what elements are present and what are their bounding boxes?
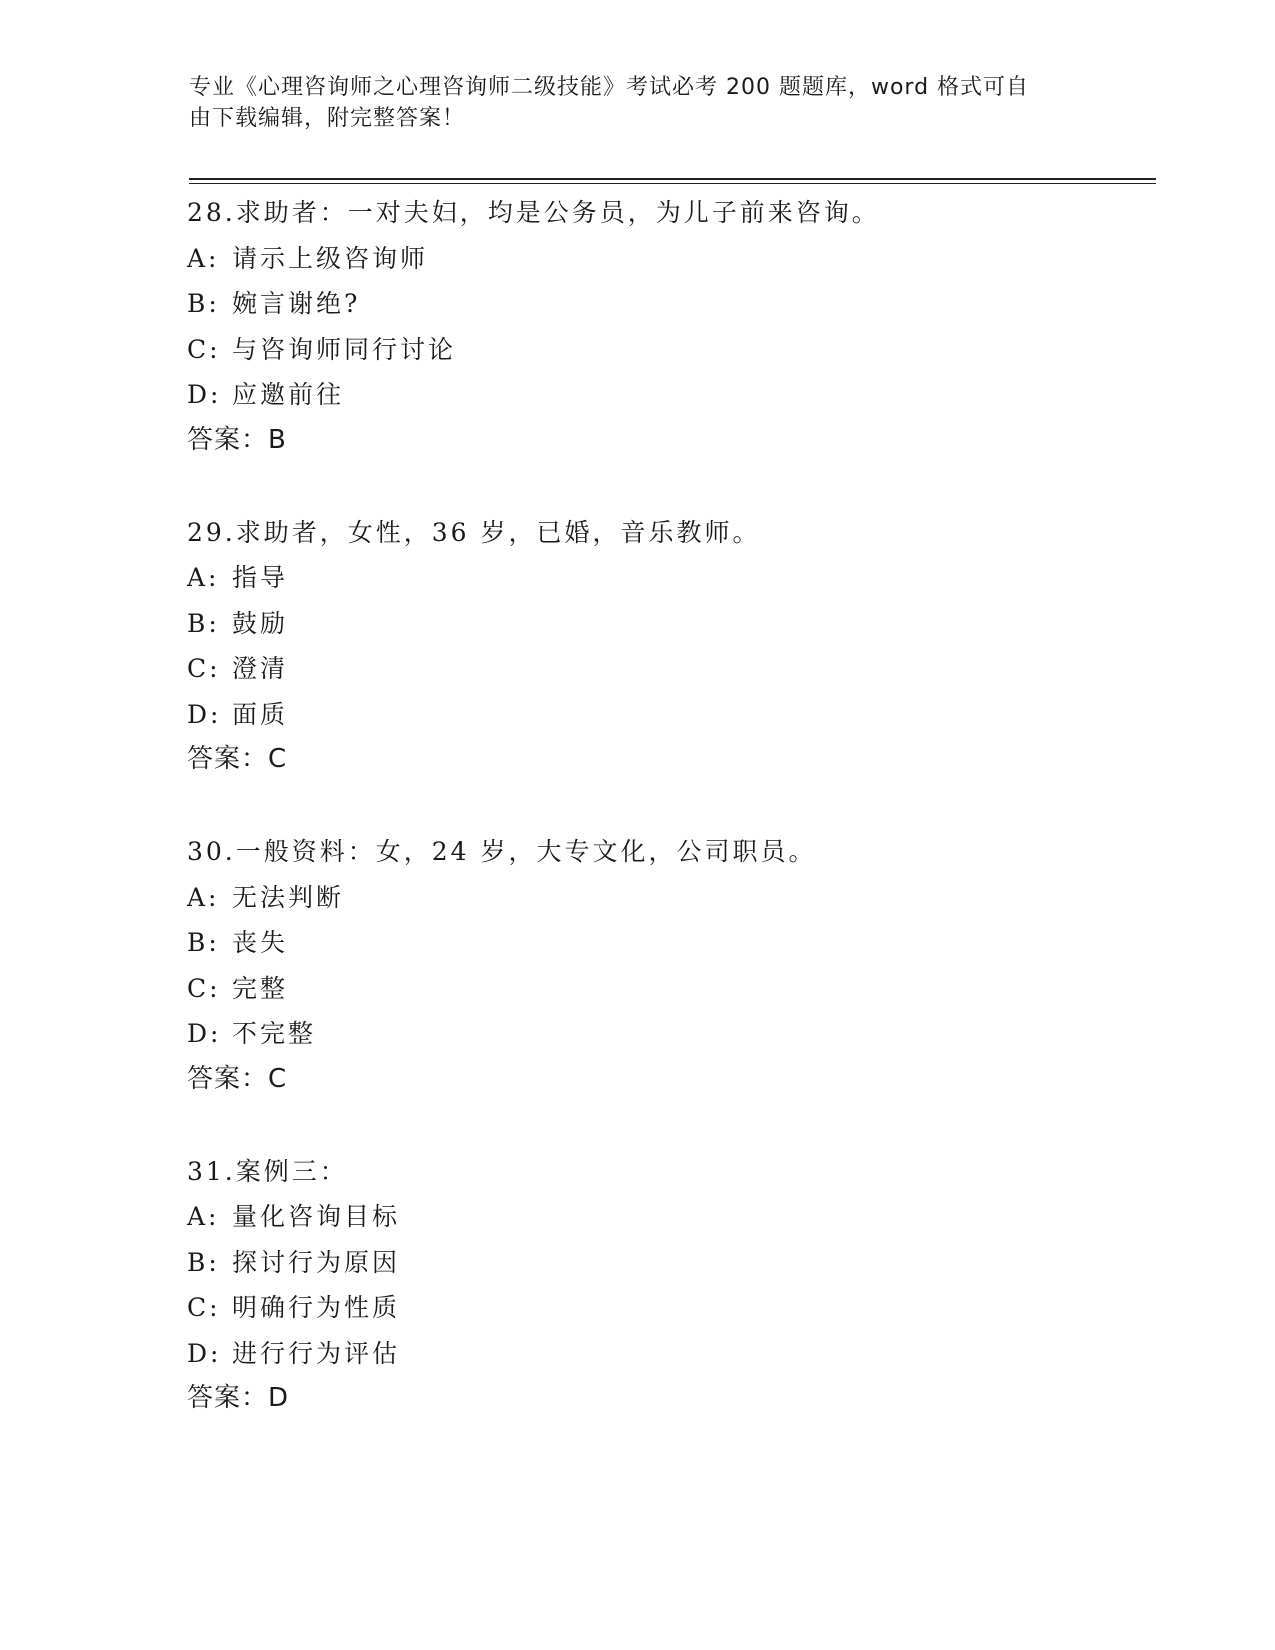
option-text: 探讨行为原因 xyxy=(232,1247,401,1277)
option-letter: B: xyxy=(187,608,220,638)
option-c xyxy=(187,966,1147,1012)
option-letter: A: xyxy=(187,243,220,273)
question-31 xyxy=(187,1149,1147,1422)
option-letter: A: xyxy=(187,1202,220,1231)
header-line-2: 由下载编辑，附完整答案！ xyxy=(189,106,466,131)
option-a xyxy=(187,555,1147,601)
option-text: 明确行为性质 xyxy=(232,1293,401,1322)
option-b xyxy=(187,601,1147,647)
option-text: 请示上级咨询师 xyxy=(232,243,429,273)
option-letter: C: xyxy=(187,654,221,683)
answer: 答案：C xyxy=(187,1063,288,1094)
option-a xyxy=(187,1194,1147,1240)
option-letter: B: xyxy=(187,289,220,318)
option-letter: B: xyxy=(187,1247,220,1277)
option-text: 应邀前往 xyxy=(232,380,345,409)
option-letter: D: xyxy=(187,380,222,409)
option-text: 不完整 xyxy=(232,1019,317,1048)
option-b xyxy=(187,920,1147,966)
option-letter: C: xyxy=(187,1293,221,1322)
document-header xyxy=(189,72,1069,134)
option-c xyxy=(187,646,1147,692)
option-text: 与咨询师同行讨论 xyxy=(232,334,457,364)
answer: 答案：B xyxy=(187,424,287,455)
option-text: 澄清 xyxy=(232,654,289,683)
option-a xyxy=(187,875,1147,921)
answer: 答案：C xyxy=(187,744,288,774)
option-letter: D: xyxy=(187,699,222,729)
question-title: 28.求助者：一对夫妇，均是公务员，为儿子前来咨询。 xyxy=(187,198,880,227)
question-title: 29.求助者，女性，36 岁，已婚，音乐教师。 xyxy=(187,517,761,547)
option-d xyxy=(187,1331,1147,1377)
option-text: 面质 xyxy=(232,699,289,729)
option-letter: D: xyxy=(187,1019,222,1048)
answer: 答案：D xyxy=(187,1383,290,1413)
option-b xyxy=(187,281,1147,327)
question-29 xyxy=(187,510,1147,783)
option-b xyxy=(187,1240,1147,1286)
option-text: 婉言谢绝? xyxy=(232,289,361,318)
question-30 xyxy=(187,829,1147,1102)
option-text: 完整 xyxy=(232,973,289,1003)
option-letter: B: xyxy=(187,928,220,957)
option-text: 鼓励 xyxy=(232,608,289,638)
option-d xyxy=(187,1011,1147,1057)
question-title: 30.一般资料：女，24 岁，大专文化，公司职员。 xyxy=(187,837,817,866)
option-letter: C: xyxy=(187,973,221,1003)
option-text: 指导 xyxy=(232,563,289,592)
question-list xyxy=(187,190,1147,1468)
option-letter: A: xyxy=(187,563,220,592)
question-28 xyxy=(187,190,1147,463)
option-letter: C: xyxy=(187,334,221,364)
header-line-1: 专业《心理咨询师之心理咨询师二级技能》考试必考 200 题题库，word 格式可自 xyxy=(189,75,1030,100)
option-text: 进行行为评估 xyxy=(232,1338,401,1368)
option-text: 量化咨询目标 xyxy=(232,1202,401,1231)
option-letter: D: xyxy=(187,1338,222,1368)
question-title: 31.案例三： xyxy=(187,1156,348,1186)
header-divider-thin xyxy=(189,183,1156,184)
option-c xyxy=(187,1285,1147,1331)
option-text: 无法判断 xyxy=(232,882,345,912)
option-c xyxy=(187,327,1147,373)
option-text: 丧失 xyxy=(232,928,289,957)
option-d xyxy=(187,692,1147,738)
option-a xyxy=(187,236,1147,282)
option-d xyxy=(187,372,1147,418)
option-letter: A: xyxy=(187,882,220,912)
header-divider-thick xyxy=(189,178,1156,180)
